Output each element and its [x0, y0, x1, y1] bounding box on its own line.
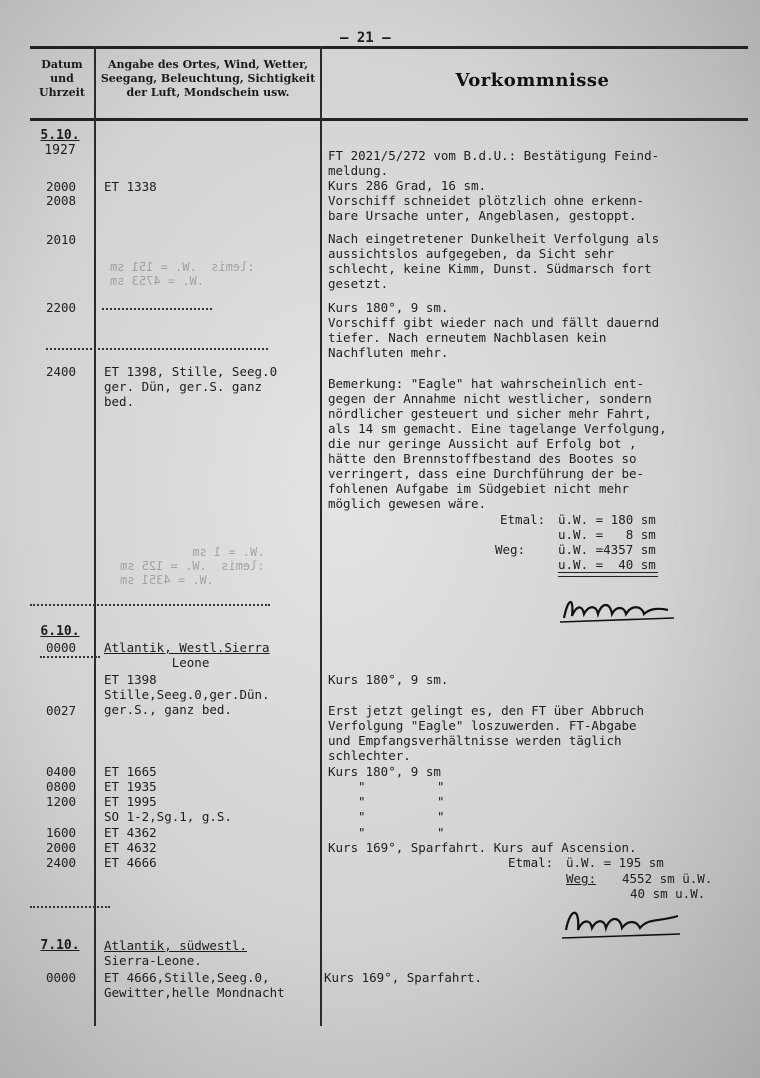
time-0000-day3: 0000	[45, 970, 77, 985]
column-divider-1	[94, 46, 96, 1026]
header-location-weather: Angabe des Ortes, Wind, Wetter, Seegang, Beleuchtung, Sichtigkeit der Luft, Mondschein usw.	[100, 58, 316, 99]
time-1200: 1200	[45, 794, 77, 809]
time-2008: 2008	[45, 193, 77, 208]
place-2000: ET 4632	[104, 840, 157, 855]
time-2400: 2400	[45, 364, 77, 379]
date-day-1: 5.10. 1927	[40, 128, 80, 158]
place-1200-weather: SO 1-2,Sg.1, g.S.	[104, 809, 232, 824]
summary-rule	[558, 576, 658, 577]
time-0027: 0027	[45, 703, 77, 718]
header-events: Vorkommnisse	[455, 70, 610, 91]
log-page: — 21 — Datum und Uhrzeit Angabe des Ortes, Wind, Wetter, Seegang, Beleuchtung, Sichtigkeit der Luft, Mondschein usw. Vorkommnisse :lemis .W. = 151 sm .W. = 4753 sm .W. = 1 sm :lemis .W. = 125 sm .W. = 4351 sm 5.10. 1927 2000 2008 2010 2200 2400 ET 1338 ET 1398, Stille, Seeg.0 ger. Dün, ger.S. ganz bed. FT 2021/5/272 vom B.d.U.: Bestätigung Feind- meldung. Kurs 286 Grad, 16 sm. Vorschiff schneidet plötzlich ohne erkenn- bare Ursache unter, Angeblasen, gestoppt. Nach eingetretener Dunkelheit Verfolgung als aussichtslos aufgegeben, da Sicht sehr schlecht, keine Kimm, Dunst. Südmarsch fort gesetzt. Kurs 180°, 9 sm. Vorschiff gibt wieder nach und fällt dauernd tiefer. Nach erneutem Nachblasen kein Nachfluten mehr. Bemerkung: "Eagle" hat wahrscheinlich ent- gegen der Annahme nicht westlicher, sondern nördlicher gesteuert und sicher mehr Fahrt, als 14 sm gemacht. Eine tagelange Verfolgung, die nur geringe Aussicht auf Erfolg bot , hätte den Brennstoffbestand des Bootes so verringert, dass eine Durchführung der be- fohlenen Aufgabe im Südgebiet nicht mehr möglich gewesen wäre. Etmal: ü.W. = 180 sm u.W. = 8 sm Weg: ü.W. =4357 sm u.W. = 40 sm 6.10. 0000 0027 0400 0800 1200 1600 2000 2400 Atlantik, Westl.Sierra Leone ET 1398 Stille,Seeg.0,ger.Dün. ger.S., ganz bed. ET 1665 ET 1935 ET 1995 SO 1-2,Sg.1, g.S. ET 4362 ET 4632 ET 4666 Kurs 180°, 9 sm. Erst jetzt gelingt es, den FT über Abbruch Verfolgung "Eagle" loszuwerden. FT-Abgabe und Empfangsverhältnisse werden täglich schlechter. Kurs 180°, 9 sm " " " " " " " " Kurs 169°, Sparfahrt. Kurs auf Ascension. Etmal: ü.W. = 195 sm Weg: 4552 sm ü.W. 40 sm u.W. 7.10. 0000 Atlantik, südwestl. Sierra-Leone. ET 4666,Stille,Seeg.0, Gewitter,helle Mondnacht Kurs 169°, Sparfahrt.	[0, 0, 760, 1078]
dotted-rule	[30, 604, 270, 606]
time-2200: 2200	[45, 300, 77, 315]
time-2000: 2000	[45, 840, 77, 855]
bleed-through: .W. = 1 sm :lemis .W. = 125 sm .W. = 4351 sm	[120, 545, 265, 587]
header-top-rule	[30, 46, 748, 49]
place-1600: ET 4362	[104, 825, 157, 840]
column-divider-2	[320, 46, 322, 1026]
event-2000: Kurs 169°, Sparfahrt. Kurs auf Ascension.	[328, 840, 637, 855]
event-2000: Kurs 286 Grad, 16 sm.	[328, 178, 487, 193]
date-day-2: 6.10.	[40, 624, 80, 639]
date-day-3: 7.10.	[40, 938, 80, 953]
event-0000: Kurs 180°, 9 sm.	[328, 672, 449, 687]
page-number: — 21 —	[340, 30, 391, 46]
bleed-through: :lemis .W. = 151 sm .W. = 4753 sm	[110, 260, 255, 288]
time-2010: 2010	[45, 232, 77, 247]
time-2400: 2400	[45, 855, 77, 870]
place-0400: ET 1665	[104, 764, 157, 779]
place-2000: ET 1338	[104, 179, 157, 194]
signature-1	[556, 588, 686, 628]
time-1600: 1600	[45, 825, 77, 840]
time-2000: 2000	[45, 179, 77, 194]
dotted-rule	[46, 348, 268, 350]
place-0800: ET 1935	[104, 779, 157, 794]
place-2400: ET 4666	[104, 855, 157, 870]
header-date-time: Datum und Uhrzeit	[39, 58, 85, 99]
summary-rule	[558, 572, 658, 573]
event-0000-day3: Kurs 169°, Sparfahrt.	[324, 970, 483, 985]
event-0400: Kurs 180°, 9 sm	[328, 764, 441, 779]
dotted-rule	[102, 308, 212, 310]
time-0400: 0400	[45, 764, 77, 779]
dotted-rule	[30, 906, 110, 908]
time-0800: 0800	[45, 779, 77, 794]
signature-2	[560, 900, 690, 944]
time-0000: 0000	[45, 640, 77, 655]
place-1200: ET 1995	[104, 794, 157, 809]
dotted-rule	[40, 656, 100, 658]
header-bottom-rule	[30, 118, 748, 121]
